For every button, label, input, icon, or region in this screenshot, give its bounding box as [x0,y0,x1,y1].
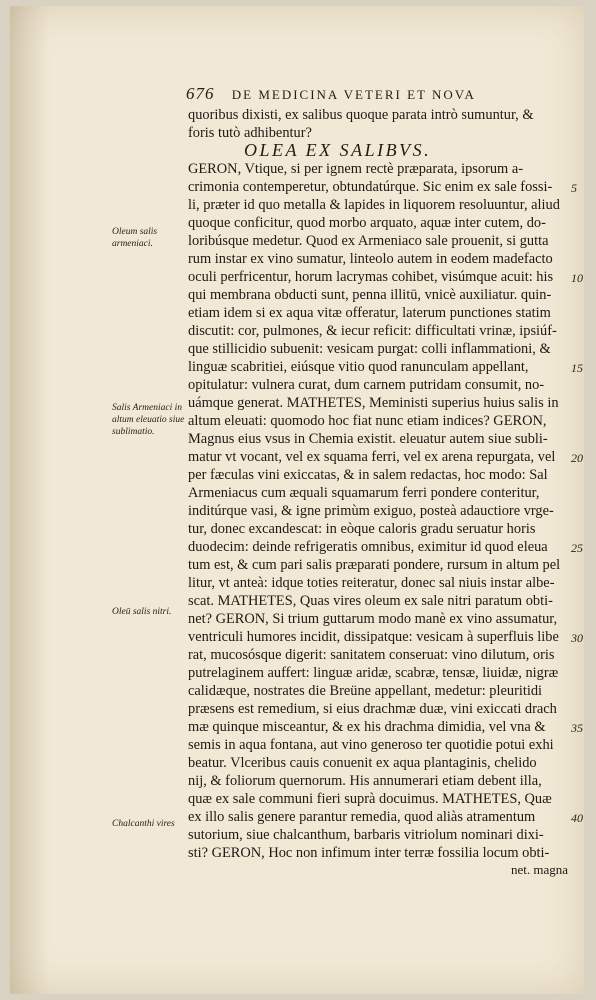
page-number: 676 [186,84,215,103]
text-line: rat, mucosósque digerit: sanitatem conseruat: vino dilutum, oris [188,647,555,663]
line-number: 15 [571,361,583,375]
text-line: net? GERON, Si trium guttarum modo manè ex vino assumatur, [188,611,558,627]
text-line: scat. MATHETES, Quas vires oleum ex sale nitri paratum obti- [188,593,553,609]
text-line: GERON, Vtique, si per ignem rectè præparata, ipsorum a- [188,161,524,177]
text-line: nij, & foliorum quernorum. His annumerari etiam debent illa, [188,773,542,789]
catchword: net. magna [511,862,569,877]
text-line: ex illo salis genere parantur remedia, quod aliàs atramentum [188,809,536,825]
text-line: qui membrana obducti sunt, penna illitū, vnicè auxiliatur. quin- [188,287,552,303]
text-line: crimonia contemperetur, obtundatúrque. Sic enim ex sale fossi- [188,179,553,195]
text-line: sutorium, siue chalcanthum, barbaris vitriolum nominari dixi- [188,827,544,843]
line-number: 25 [571,541,583,555]
text-line: loribúsque medetur. Quod ex Armeniaco sale prouenit, si gutta [188,233,549,249]
text-line: tur, donec excandescat: in eòque caloris gradu seruatur horis [188,521,536,537]
line-number: 30 [571,631,583,645]
book-page [10,6,584,994]
section-heading: OLEA EX SALIBVS. [244,141,432,159]
text-line: ventriculi humores incidit, dissipatque: vesicam à superfluis libe [188,629,559,645]
text-line: Magnus eius vsus in Chemia existit. eleuatur autem siue subli- [188,431,548,447]
text-line: discutit: cor, pulmones, & iecur reficit: difficultati vrinæ, ipsiúf- [188,323,557,339]
text-line: uámque generat. MATHETES, Meministi superius huius salis in [188,395,559,411]
text-line: calidæque, nostrates die Breüne appellant, medetur: pleuritidi [188,683,543,699]
text-line: quoribus dixisti, ex salibus quoque parata intrò sumuntur, & [188,107,534,123]
text-line: duodecim: deinde refrigeratis omnibus, eximitur id quod eleua [188,539,548,555]
line-number: 5 [571,181,577,195]
text-line: putrelaginem auffert: linguæ aridæ, scabræ, tensæ, liuidæ, nigræ [188,665,559,681]
text-line: que stillicidio subuenit: vesicam purgat: colli inflammationi, & [188,341,551,357]
margin-note: Salis Armeniaci in altum eleuatio siue sublimatio. [112,403,185,437]
margin-note: Oleū salis nitri. [112,607,172,617]
text-line: sti? GERON, Hoc non infimum inter terræ fossilia locum obti- [188,845,550,861]
line-number: 20 [571,451,583,465]
text-line: rum instar ex vino sumatur, linteolo autem in eodem madefacto [188,251,553,267]
line-number: 35 [571,721,583,735]
running-title: DE MEDICINA VETERI ET NOVA [231,87,476,102]
line-number: 40 [571,811,583,825]
text-line: matur vt vocant, vel ex squama ferri, vel ex arena repurgata, vel [188,449,556,465]
text-line: Armeniacus cum æquali squamarum ferri pondere conteritur, [188,485,540,501]
text-line: linguæ scabritiei, eiúsque vitio quod ranunculam appellant, [188,359,529,375]
text-line: litur, vt anteà: idque toties reiteratur, donec sal niuis instar albe- [188,575,555,591]
line-number: 10 [571,271,583,285]
text-line: foris tutò adhibentur? [188,125,312,141]
page-header [186,84,586,106]
text-line: per fæculas vini exiccatas, & in salem redactas, hoc modo: Sal [188,467,548,483]
text-line: quoque conficitur, quod morbo arquato, aquæ inter cutem, do- [188,215,546,231]
text-line: beatur. Vlceribus cauis conuenit ex aqua plantaginis, chelido [188,755,537,771]
text-line: præsens est remedium, si eius drachmæ duæ, vini exiccati drach [188,701,557,717]
margin-note: Chalcanthi vires [112,819,175,829]
text-line: tum est, & cum pari salis præparati pondere, rursum in altum pel [188,557,561,573]
text-line: semis in aqua fontana, aut vino generoso ter quotidie potui exhi [188,737,554,753]
text-line: altum eleuati: quomodo hoc fiat nunc etiam indices? GERON, [188,413,547,429]
text-line: opitulatur: vulnera curat, dum carnem putridam consumit, no- [188,377,545,393]
text-line: inditúrque vasi, & igne primùm exiguo, posteà adauctiore vrge- [188,503,554,519]
text-line: etiam idem si ex aqua vitæ offeratur, laterum punctiones statim [188,305,551,321]
text-line: li, præter id quo metalla & lapides in liquorem resoluuntur, aliud [188,197,560,213]
text-line: quæ ex sale communi fieri suprà docuimus. MATHETES, Quæ [188,791,552,807]
text-line: oculi perfricentur, horum lacrymas cohibet, visúmque acuit: his [188,269,554,285]
margin-note: Oleum salis armeniaci. [112,227,158,249]
text-line: mæ quinque misceantur, & ex his drachma dimidia, vel vna & [188,719,546,735]
